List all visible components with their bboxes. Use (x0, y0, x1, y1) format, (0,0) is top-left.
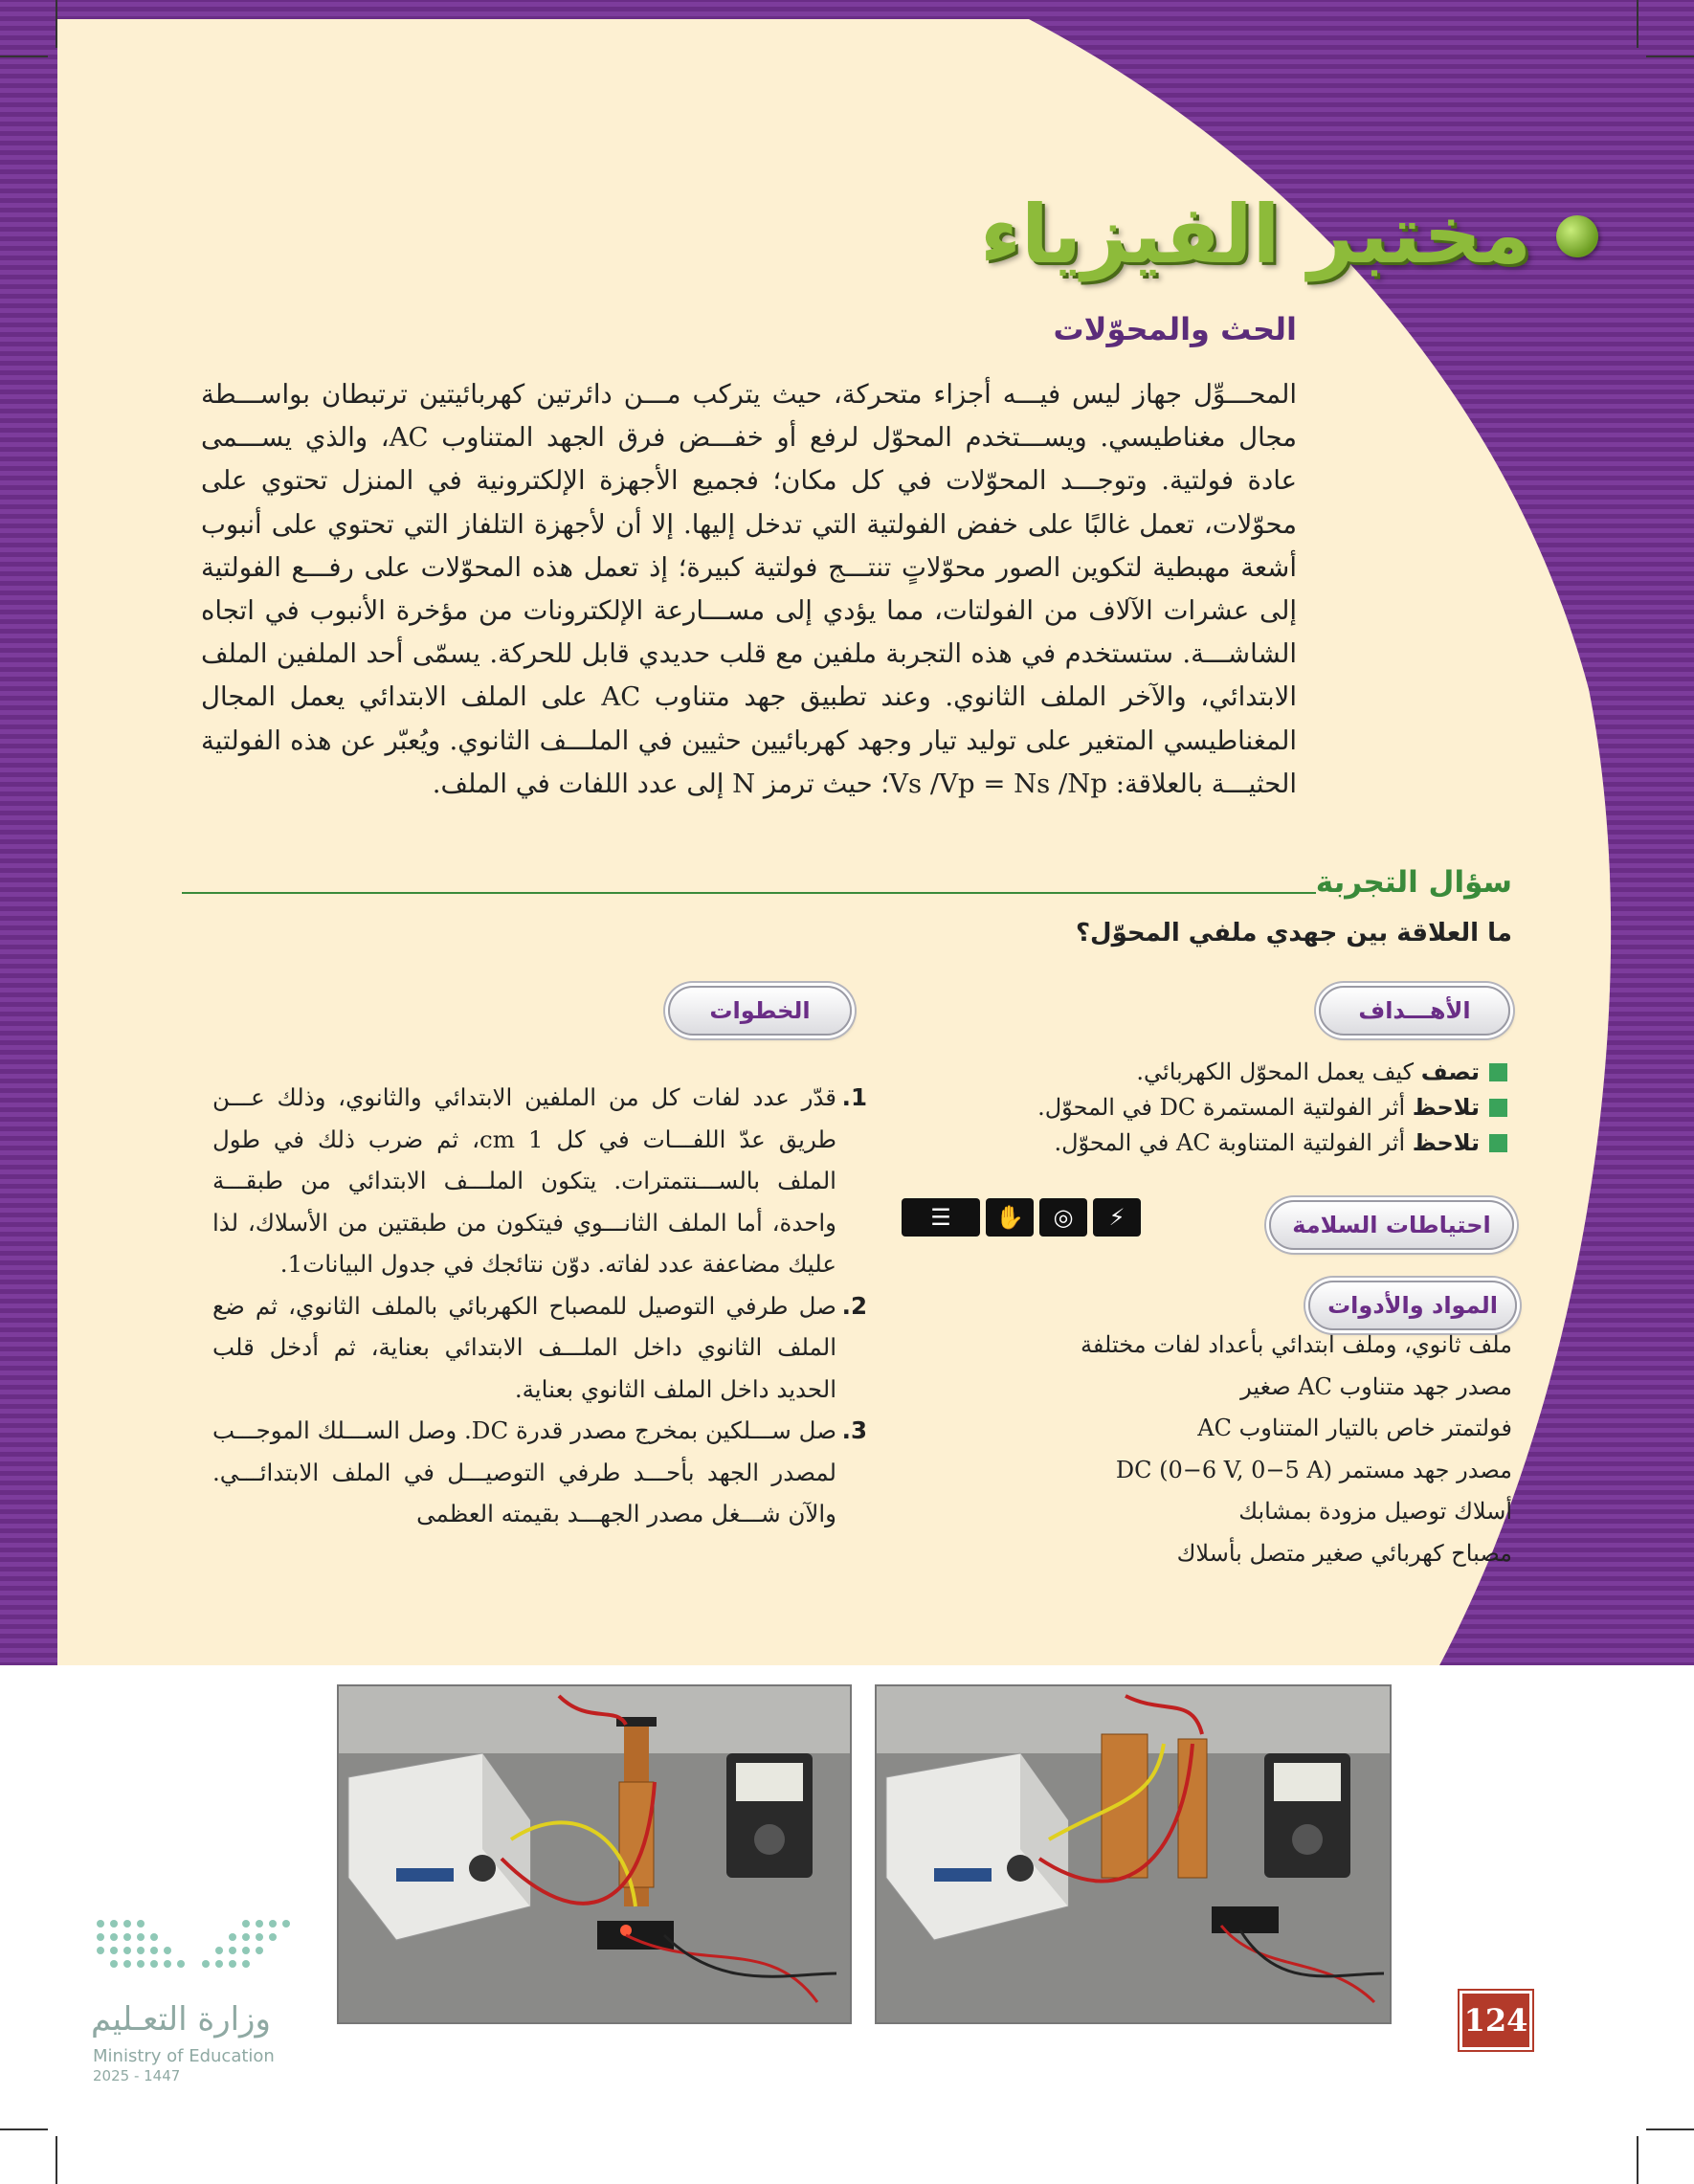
goal-verb: تلاحظ (1412, 1094, 1480, 1121)
ministry-name-arabic: وزارة التعـليم (91, 2000, 271, 2039)
transformer-photo-left (337, 1684, 852, 2024)
page-title: مختبر الفيزياء (980, 188, 1531, 281)
step-number: 3. (841, 1416, 867, 1444)
goal-item (933, 1090, 1507, 1125)
divider-line (182, 892, 1316, 894)
goal-verb: تلاحظ (1412, 1129, 1480, 1156)
step-number: 1. (841, 1083, 867, 1111)
step-item (212, 1285, 867, 1411)
step-item (212, 1410, 867, 1535)
crop-mark (0, 56, 48, 57)
materials-list (919, 1325, 1512, 1574)
goals-heading: الأهـــداف (1319, 986, 1510, 1036)
crop-mark (1637, 0, 1638, 48)
green-square-bullet-icon (1489, 1099, 1507, 1117)
step-text: صل ســـلكين بمخرج مصدر قدرة DC. وصل الســـلك الموجـــب لمصدر الجهد بأحـــد طرفي التوصيـــل في الملف الابتدائـــي. والآن شـــغل مصدر الجهـــد بقيمته العظمى (212, 1416, 836, 1527)
title-block (766, 182, 1531, 287)
crop-mark (1646, 2128, 1694, 2130)
experiment-question: ما العلاقة بين جهدي ملفي المحوّل؟ (1075, 919, 1512, 947)
crop-mark (0, 2128, 48, 2130)
goal-verb: تصف (1420, 1059, 1480, 1085)
eye-safety-icon: ◎ (1039, 1198, 1087, 1237)
transformer-photo-right (875, 1684, 1392, 2024)
step-text: قدّر عدد لفات كل من الملفين الابتدائي والثانوي، وذلك عـــن طريق عدّ اللفـــات في كل 1 cm، ثم ضرب ذلك في طول الملف بالســـنتمترات. يتكون الملـــف الابتدائي من طبقـــة واحدة، أما الملف الثانـــوي فيتكون من طبقتين من الأسلاك، لذا عليك مضاعفة عدد لفاته. دوّن نتائجك في جدول البيانات1. (212, 1083, 836, 1278)
green-square-bullet-icon (1489, 1063, 1507, 1081)
goal-item (933, 1125, 1507, 1161)
title-bullet-icon (1556, 215, 1598, 257)
material-item: فولتمتر خاص بالتيار المتناوب AC (1197, 1415, 1512, 1441)
page-number: 124 (1460, 1991, 1532, 2050)
clothing-safety-icon: ☰ (902, 1198, 980, 1237)
experiment-question-header (182, 861, 1512, 900)
goal-text: كيف يعمل المحوّل الكهربائي. (1136, 1059, 1421, 1085)
goal-text: أثر الفولتية المتناوبة AC في المحوّل. (1054, 1129, 1413, 1156)
steps-heading: الخطوات (668, 986, 852, 1036)
crop-mark (56, 0, 57, 48)
goal-item (933, 1055, 1507, 1090)
steps-list (212, 1077, 867, 1535)
experiment-question-heading: سؤال التجربة (1315, 865, 1512, 900)
material-item: مصباح كهربائي صغير متصل بأسلاك (1176, 1539, 1512, 1567)
crop-mark (56, 2136, 57, 2184)
material-item: مصدر جهد متناوب AC صغير (1240, 1372, 1512, 1400)
intro-paragraph: المحـــوِّل جهاز ليس فيـــه أجزاء متحركة، حيث يتركب مـــن دائرتين كهربائيتين ترتبطان بواســـطة مجال مغناطيسي. ويســـتخدم المحوّل لرفع أو خفـــض فرق الجهد المتناوب AC، والذي يســـمى عادة فولتية. وتوجـــد المحوّلات في كل مكان؛ فجميع الأجهزة الإلكترونية في المنزل تحتوي على محوّلات، تعمل غالبًا على خفض الفولتية التي تدخل إليها. إلا أن لأجهزة التلفاز التي تحتوي على أنبوب أشعة مهبطية لتكوين الصور محوّلاتٍ تنتـــج فولتية كبيرة؛ إذ تعمل هذه المحوّلات على رفـــع الفولتية إلى عشرات الآلاف من الفولتات، مما يؤدي إلى مســـارعة الإلكترونات من مؤخرة الأنبوب في اتجاه الشاشـــة. ستستخدم في هذه التجربة ملفين مع قلب حديدي قابل للحركة. يسمّى أحد الملفين الملف الابتدائي، والآخر الملف الثانوي. وعند تطبيق جهد متناوب AC على الملف الابتدائي يعمل المجال المغناطيسي المتغير على توليد تيار وجهد كهربائيين حثيين في الملـــف الثانوي. ويُعبّر عن هذه الفولتية الحثيـــة بالعلاقة: Vs /Vp = Ns /Np؛ حيث ترمز N إلى عدد اللفات في الملف. (201, 379, 1297, 799)
ministry-name-english: Ministry of Education (93, 2046, 275, 2066)
ministry-year: 2025 - 1447 (93, 2067, 181, 2084)
step-text: صل طرفي التوصيل للمصباح الكهربائي بالملف الثانوي، ثم ضع الملف الثانوي داخل الملـــف الابتدائي بعناية، ثم أدخل قلب الحديد داخل الملف الثانوي بعناية. (212, 1291, 836, 1403)
step-item (212, 1077, 867, 1285)
hand-safety-icon: ✋ (986, 1198, 1034, 1237)
material-item: أسلاك توصيل مزودة بمشابك (1238, 1498, 1512, 1525)
materials-heading: المواد والأدوات (1308, 1281, 1517, 1330)
section-subtitle: الحث والمحوّلات (1053, 311, 1297, 347)
safety-heading: احتياطات السلامة (1269, 1200, 1514, 1250)
goals-list (933, 1055, 1507, 1161)
green-square-bullet-icon (1489, 1134, 1507, 1152)
goal-text: أثر الفولتية المستمرة DC في المحوّل. (1037, 1094, 1413, 1121)
safety-icons (902, 1198, 1141, 1237)
crop-mark (1637, 2136, 1638, 2184)
electrical-safety-icon: ⚡ (1093, 1198, 1141, 1237)
step-number: 2. (841, 1291, 867, 1320)
material-item: مصدر جهد مستمر DC (0−6 V, 0−5 A) (1115, 1456, 1512, 1483)
crop-mark (1646, 56, 1694, 57)
material-item: ملف ثانوي، وملف ابتدائي بأعداد لفات مختلفة (1081, 1331, 1512, 1358)
